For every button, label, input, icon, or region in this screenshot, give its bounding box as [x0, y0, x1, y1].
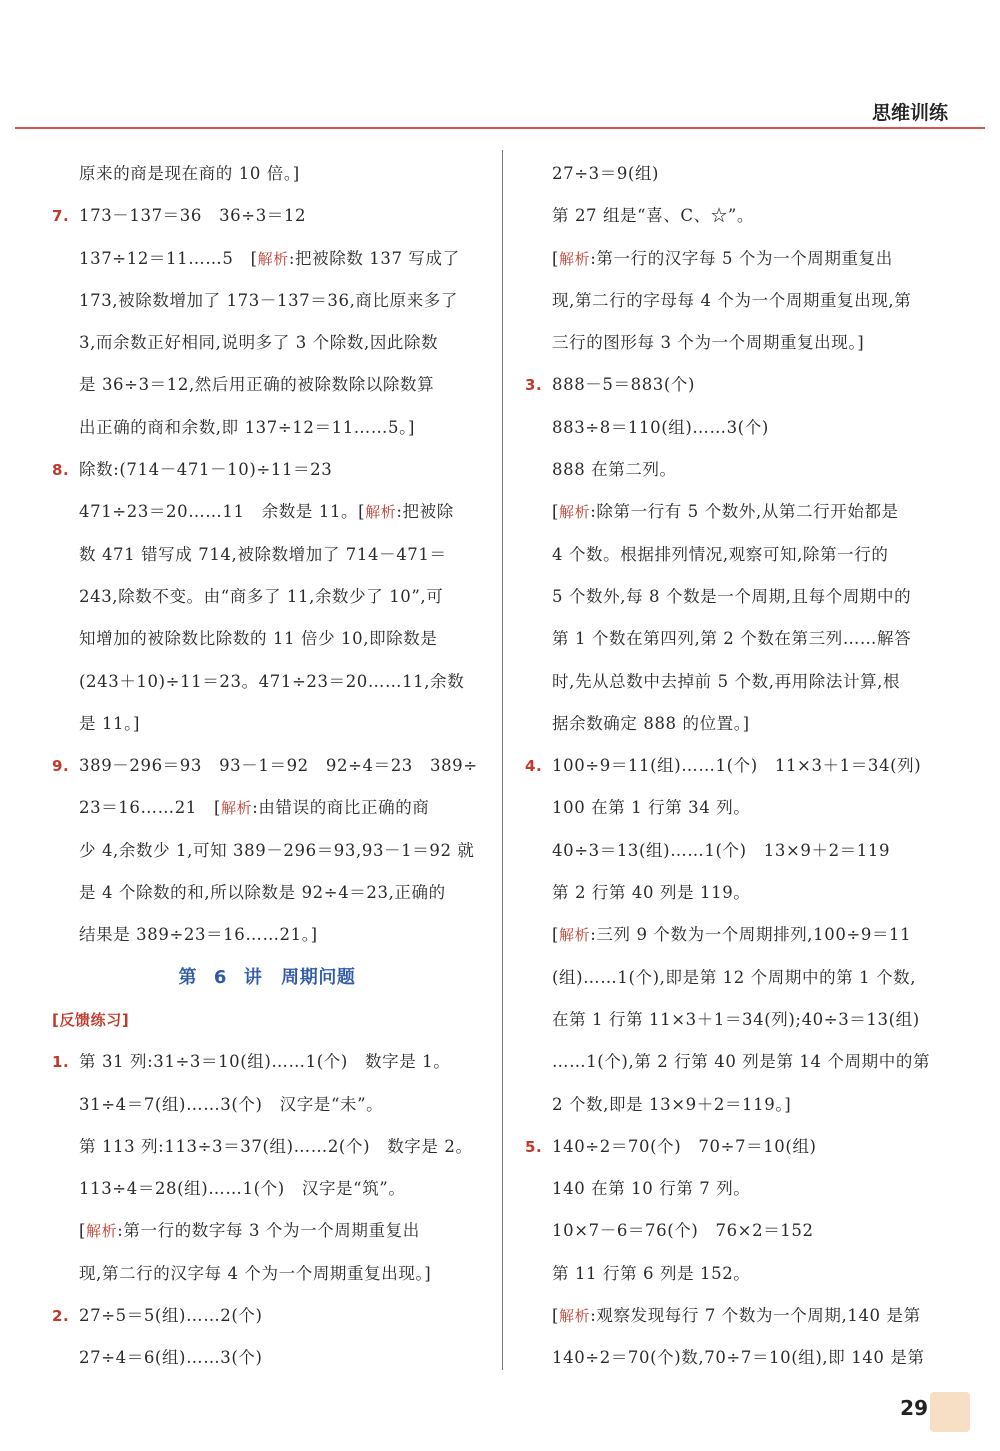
text-line — [52, 156, 482, 198]
line-text: 140÷2＝70(个)数,70÷7＝10(组),即 140 是第 — [552, 1348, 925, 1368]
line-text: 243,除数不变。由“商多了 11,余数少了 10”,可 — [79, 586, 444, 606]
text-line — [52, 1087, 482, 1129]
line-text: :第一行的数字每 3 个为一个周期重复出 — [117, 1221, 420, 1241]
line-text: 数 471 错写成 714,被除数增加了 714－471＝ — [79, 544, 447, 564]
line-prefix: 471÷23＝20……11 余数是 11。[ — [79, 502, 366, 522]
line-text: 27÷5＝5(组)……2(个) — [79, 1306, 263, 1326]
text-line — [525, 1087, 955, 1129]
text-line — [525, 960, 955, 1002]
line-prefix: 23＝16……21 [ — [79, 798, 222, 818]
line-text: 第 1 个数在第四列,第 2 个数在第三列……解答 — [552, 629, 912, 649]
line-text: :由错误的商比正确的商 — [252, 798, 430, 818]
line-prefix: [ — [552, 248, 560, 268]
text-line — [525, 1002, 955, 1044]
page-header-title: 思维训练 — [871, 102, 948, 124]
lecture-title: 第 6 讲 周期问题 — [178, 966, 356, 988]
line-text: 40÷3＝13(组)……1(个) 13×9＋2＝119 — [552, 840, 891, 860]
text-line — [52, 833, 482, 875]
text-line — [525, 410, 955, 452]
text-line — [525, 325, 955, 367]
text-line — [52, 790, 482, 832]
text-line — [525, 833, 955, 875]
line-text: 知增加的被除数比除数的 11 倍少 10,即除数是 — [79, 629, 438, 649]
line-text: 是 4 个除数的和,所以除数是 92÷4＝23,正确的 — [79, 883, 446, 903]
line-prefix: [ — [552, 925, 560, 945]
text-line — [52, 198, 482, 240]
text-line — [52, 1213, 482, 1255]
text-line — [525, 367, 955, 409]
text-line — [52, 1340, 482, 1382]
text-line — [52, 283, 482, 325]
line-text: 10×7－6＝76(个) 76×2＝152 — [552, 1221, 814, 1241]
line-text: 时,先从总数中去掉前 5 个数,再用除法计算,根 — [552, 671, 901, 691]
line-text: 第 11 行第 6 列是 152。 — [552, 1263, 751, 1283]
line-text: :三列 9 个数为一个周期排列,100÷9＝11 — [590, 925, 912, 945]
question-number: 4. — [525, 757, 543, 776]
text-line — [525, 875, 955, 917]
text-line — [52, 494, 482, 536]
line-text: ……1(个),第 2 行第 40 列是第 14 个周期中的第 — [552, 1052, 931, 1072]
question-number: 5. — [525, 1137, 543, 1156]
text-line — [525, 537, 955, 579]
line-text: 现,第二行的汉字每 4 个为一个周期重复出现。] — [79, 1263, 432, 1283]
line-text: 27÷4＝6(组)……3(个) — [79, 1348, 263, 1368]
text-line — [525, 1213, 955, 1255]
line-text: 888 在第二列。 — [552, 460, 677, 480]
analysis-tag: 解析 — [257, 249, 289, 268]
line-text: (243＋10)÷11＝23。471÷23＝20……11,余数 — [79, 671, 465, 691]
line-text: 140 在第 10 行第 7 列。 — [552, 1179, 751, 1199]
text-line — [52, 537, 482, 579]
header-divider — [15, 127, 985, 129]
analysis-tag: 解析 — [86, 1222, 118, 1241]
line-text: 888－5＝883(个) — [552, 375, 696, 395]
question-number: 7. — [52, 207, 70, 226]
line-text: 173,被除数增加了 173－137＝36,商比原来多了 — [79, 290, 459, 310]
text-line — [525, 790, 955, 832]
line-text: :除第一行有 5 个数外,从第二行开始都是 — [590, 502, 899, 522]
line-text: 第 27 组是“喜、C、☆”。 — [552, 206, 754, 226]
text-line — [52, 1256, 482, 1298]
text-line — [52, 917, 482, 959]
analysis-tag: 解析 — [365, 503, 397, 522]
line-text: 第 31 列:31÷3＝10(组)……1(个) 数字是 1。 — [79, 1052, 451, 1072]
text-line — [52, 1298, 482, 1340]
line-text: 3,而余数正好相同,说明多了 3 个除数,因此除数 — [79, 333, 439, 353]
line-text: 现,第二行的字母每 4 个为一个周期重复出现,第 — [552, 290, 912, 310]
question-number: 9. — [52, 757, 70, 776]
text-line — [525, 283, 955, 325]
analysis-tag: 解析 — [559, 1307, 591, 1326]
line-prefix: 137÷12＝11……5 [ — [79, 248, 258, 268]
text-line — [525, 621, 955, 663]
text-line — [52, 325, 482, 367]
text-line — [52, 1171, 482, 1213]
feedback-practice-label: [反馈练习] — [52, 1010, 130, 1029]
text-line — [525, 1171, 955, 1213]
text-line — [52, 452, 482, 494]
line-text: 除数:(714－471－10)÷11＝23 — [79, 460, 333, 480]
line-text: 4 个数。根据排列情况,观察可知,除第一行的 — [552, 544, 889, 564]
page-number: 29 — [900, 1396, 928, 1420]
page-corner-tab — [930, 1392, 970, 1432]
line-text: 出正确的商和余数,即 137÷12＝11……5。] — [79, 417, 415, 437]
line-prefix: [ — [552, 1306, 560, 1326]
text-line — [52, 706, 482, 748]
text-line — [52, 367, 482, 409]
left-answer-lines — [52, 156, 482, 960]
line-text: 是 36÷3＝12,然后用正确的被除数除以除数算 — [79, 375, 435, 395]
text-line — [52, 1044, 482, 1086]
line-text: 第 2 行第 40 列是 119。 — [552, 883, 751, 903]
line-text: 2 个数,即是 13×9＋2＝119。] — [552, 1094, 792, 1114]
line-text: 140÷2＝70(个) 70÷7＝10(组) — [552, 1136, 817, 1156]
question-number: 3. — [525, 376, 543, 395]
text-line — [52, 241, 482, 283]
line-prefix: [ — [552, 502, 560, 522]
line-text: 在第 1 行第 11×3＋1＝34(列);40÷3＝13(组) — [552, 1009, 920, 1029]
line-text: :把被除数 137 写成了 — [288, 248, 460, 268]
line-text: :观察发现每行 7 个数为一个周期,140 是第 — [590, 1306, 921, 1326]
text-line — [52, 410, 482, 452]
text-line — [525, 706, 955, 748]
text-line — [525, 241, 955, 283]
text-line — [52, 1129, 482, 1171]
text-line — [52, 621, 482, 663]
question-number: 2. — [52, 1307, 70, 1326]
text-line — [525, 452, 955, 494]
text-line — [52, 579, 482, 621]
line-text: 883÷8＝110(组)……3(个) — [552, 417, 769, 437]
line-text: 27÷3＝9(组) — [552, 164, 660, 183]
line-text: 少 4,余数少 1,可知 389－296＝93,93－1＝92 就 — [79, 840, 475, 860]
text-line — [525, 1044, 955, 1086]
line-text: 100÷9＝11(组)……1(个) 11×3＋1＝34(列) — [552, 756, 922, 776]
text-line — [525, 1298, 955, 1340]
right-answer-lines — [525, 156, 955, 1383]
analysis-tag: 解析 — [559, 926, 591, 945]
line-text: :把被除 — [396, 502, 454, 522]
line-text: 100 在第 1 行第 34 列。 — [552, 798, 751, 818]
left-column — [52, 156, 482, 1383]
analysis-tag: 解析 — [559, 249, 591, 268]
line-text: 是 11。] — [79, 713, 141, 733]
text-line — [52, 664, 482, 706]
line-text: 173－137＝36 36÷3＝12 — [79, 206, 307, 226]
text-line — [525, 917, 955, 959]
line-text: 113÷4＝28(组)……1(个) 汉字是“筑”。 — [79, 1179, 406, 1199]
analysis-tag: 解析 — [221, 799, 253, 818]
line-prefix: [ — [79, 1221, 87, 1241]
text-line — [525, 1256, 955, 1298]
text-line — [52, 875, 482, 917]
right-column — [525, 156, 955, 1383]
left-feedback-lines — [52, 1044, 482, 1382]
line-text: 三行的图形每 3 个为一个周期重复出现。] — [552, 333, 865, 353]
text-line — [525, 198, 955, 240]
line-text: 结果是 389÷23＝16……21。] — [79, 925, 318, 945]
line-text: 第 113 列:113÷3＝37(组)……2(个) 数字是 2。 — [79, 1136, 473, 1156]
analysis-tag: 解析 — [559, 503, 591, 522]
text-line — [525, 156, 955, 198]
question-number: 8. — [52, 461, 70, 480]
line-text: 5 个数外,每 8 个数是一个周期,且每个周期中的 — [552, 586, 912, 606]
column-divider — [502, 150, 503, 1370]
text-line — [525, 1340, 955, 1382]
text-line — [525, 494, 955, 536]
question-number: 1. — [52, 1053, 70, 1072]
line-text: 31÷4＝7(组)……3(个) 汉字是“未”。 — [79, 1094, 384, 1114]
text-line — [52, 748, 482, 790]
text-line — [525, 579, 955, 621]
line-text: :第一行的汉字每 5 个为一个周期重复出 — [590, 248, 893, 268]
text-line — [525, 1129, 955, 1171]
line-text: (组)……1(个),即是第 12 个周期中的第 1 个数, — [552, 967, 917, 987]
text-line — [525, 664, 955, 706]
line-text: 原来的商是现在商的 10 倍。] — [79, 164, 300, 183]
line-text: 据余数确定 888 的位置。] — [552, 713, 750, 733]
text-line — [525, 748, 955, 790]
line-text: 389－296＝93 93－1＝92 92÷4＝23 389÷ — [79, 756, 478, 776]
